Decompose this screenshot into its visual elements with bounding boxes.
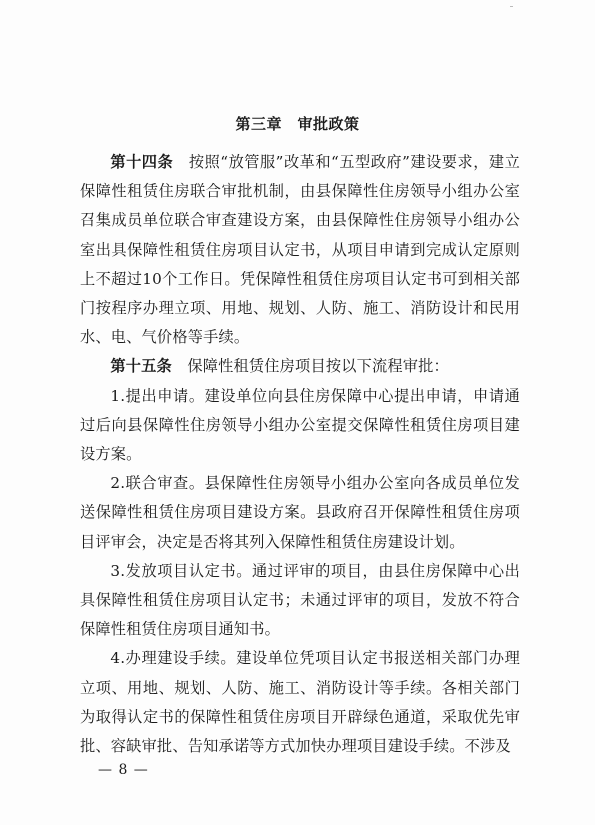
document-body: [80, 148, 520, 761]
article-15: [80, 352, 520, 381]
step-4: 4.办理建设手续。建设单位凭项目认定书报送相关部门办理立项、用地、规划、人防、施工、消防设计等手续。各相关部门为取得认定书的保障性租赁住房项目开辟绿色通道，采取优先审批、容缺审批、告知承诺等方式加快办理项目建设手续。不涉及: [80, 649, 520, 756]
step-3: 3.发放项目认定书。通过评审的项目，由县住房保障中心出具保障性租赁住房项目认定书；未通过评审的项目，发放不符合保障性租赁住房项目通知书。: [80, 561, 520, 639]
article-number: 第十五条: [110, 357, 172, 376]
step-2: 2.联合审查。县保障性住房领导小组办公室向各成员单位发送保障性租赁住房项目建设方案。县政府召开保障性租赁住房项目评审会，决定是否将其列入保障性租赁住房建设计划。: [80, 474, 520, 551]
chapter-title: 第三章 审批政策: [235, 115, 360, 133]
article-text: 保障性租赁住房项目按以下流程审批：: [171, 357, 449, 376]
article-text: 按照“放管服”改革和“五型政府”建设要求，建立保障性租赁住房联合审批机制，由县保障性住房领导小组办公室召集成员单位联合审查建设方案，由县保障性住房领导小组办公室出具保障性租赁住房项目认定书，从项目申请到完成认定原则上不超过10个工作日。凭保障性租赁住房项目认定书可到相关部门按程序办理立项、用地、规划、人防、施工、消防设计和民用水、电、气价格等手续。: [80, 153, 520, 347]
scan-mark: [510, 6, 513, 7]
page-number: — 8 —: [98, 762, 149, 778]
step-1: 1.提出申请。建设单位向县住房保障中心提出申请，申请通过后向县保障性住房领导小组办公室提交保障性租赁住房项目建设方案。: [80, 386, 520, 464]
article-14: [80, 148, 520, 352]
article-number: 第十四条: [110, 153, 174, 171]
